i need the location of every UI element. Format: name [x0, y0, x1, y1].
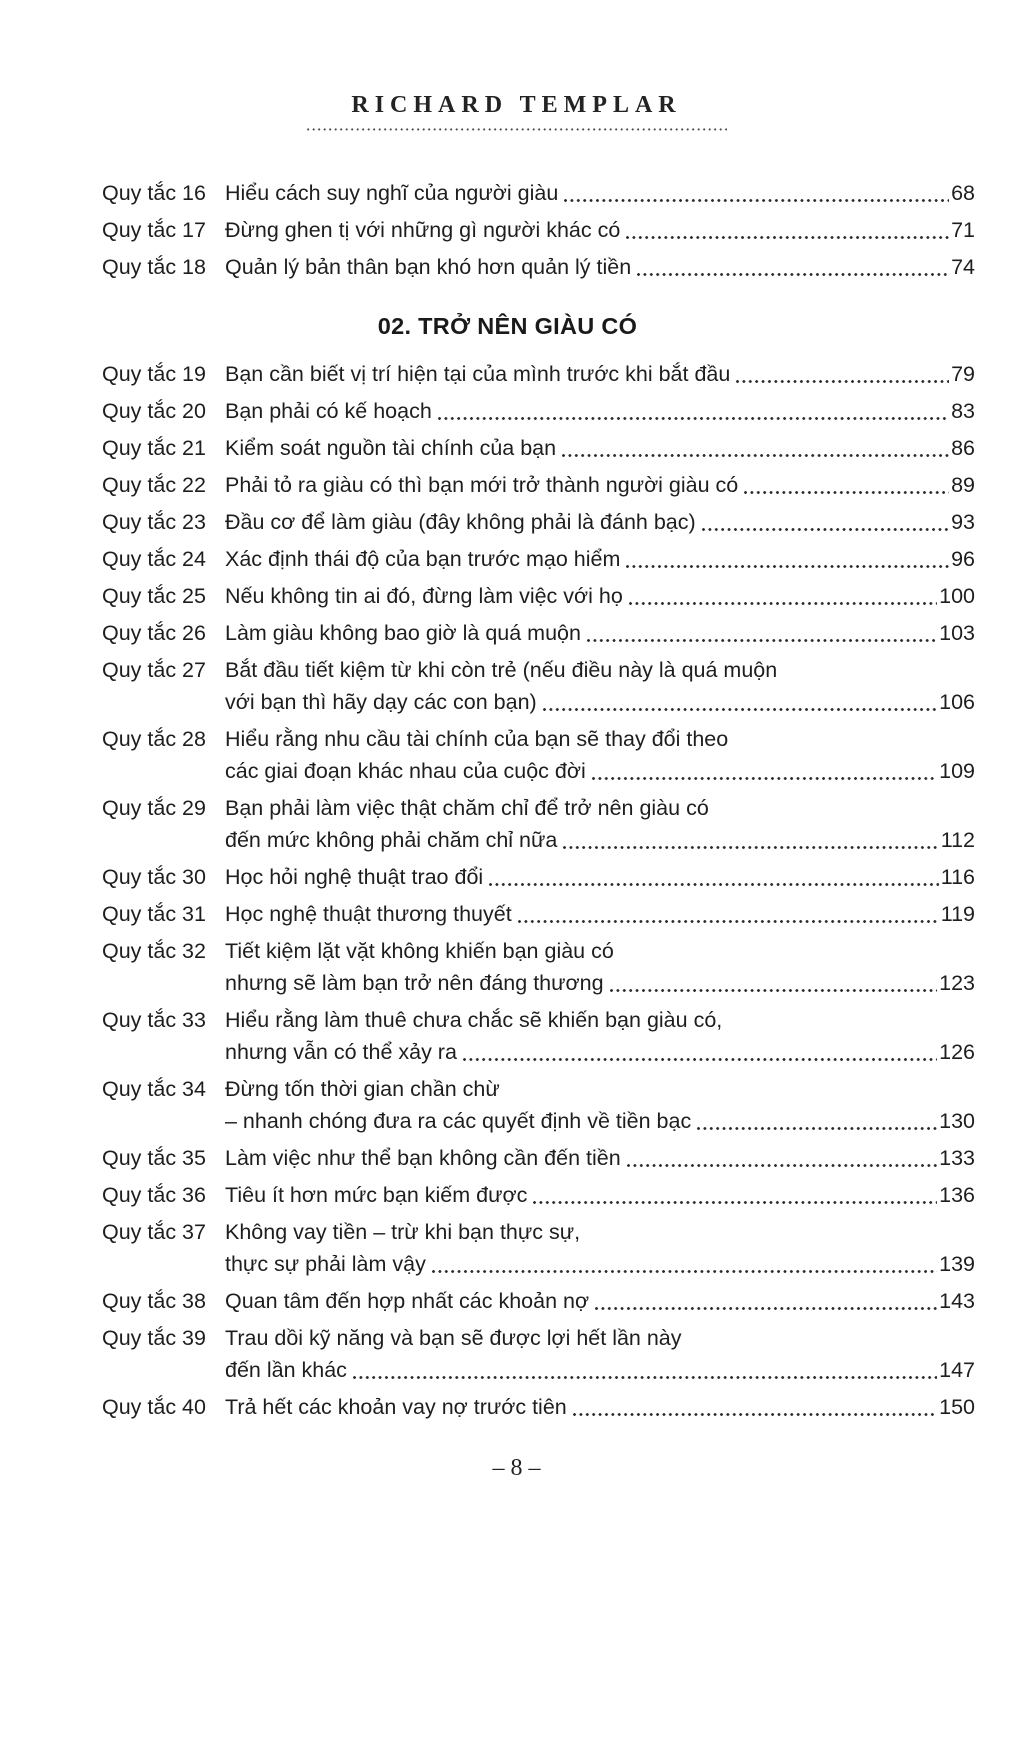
toc-entry-title-text: Phải tỏ ra giàu có thì bạn mới trở thành người giàu có	[225, 473, 739, 497]
toc-entry-body	[225, 935, 975, 999]
toc-entry-title-text: Xác định thái độ của bạn trước mạo hiểm	[225, 547, 621, 571]
toc-entry-title-text: Nếu không tin ai đó, đừng làm việc với họ	[225, 584, 623, 608]
toc-entry-title-lastline	[225, 617, 975, 649]
toc-entry	[102, 214, 975, 246]
dot-leader	[533, 1201, 937, 1204]
dot-leader	[592, 777, 937, 780]
toc-entry-rule-label: Quy tắc 33	[102, 1008, 206, 1032]
toc-entry	[102, 395, 975, 427]
toc-entry-page-number: 130	[939, 1109, 975, 1133]
dot-leader	[610, 989, 938, 992]
toc-entry-title-lastline	[225, 1179, 975, 1211]
dot-leader	[432, 1270, 937, 1273]
dot-leader	[573, 1413, 937, 1416]
toc-entry	[102, 1216, 975, 1280]
toc-entry-body	[225, 617, 975, 649]
toc-entry-rule-label: Quy tắc 27	[102, 658, 206, 682]
toc-entry-title-lastline	[225, 1248, 975, 1280]
toc-entry-body	[225, 1322, 975, 1386]
toc-entry-page-number: 86	[951, 436, 975, 460]
toc-entry-page-number: 143	[939, 1289, 975, 1313]
toc-entry-title-text: Làm việc như thể bạn không cần đến tiền	[225, 1146, 621, 1170]
toc-entry-rule-label: Quy tắc 23	[102, 510, 206, 534]
toc-entry-page-number: 139	[939, 1252, 975, 1276]
toc-entry-rule-label: Quy tắc 28	[102, 727, 206, 751]
toc-entry-title-text: Trả hết các khoản vay nợ trước tiên	[225, 1395, 567, 1419]
toc-entry-body	[225, 580, 975, 612]
toc-entry-title-lastline	[225, 358, 975, 390]
toc-entry-title-lastline	[225, 898, 975, 930]
toc-entry	[102, 1391, 975, 1423]
dot-leader	[353, 1376, 937, 1379]
toc-entry-title-text: với bạn thì hãy dạy các con bạn)	[225, 690, 537, 714]
toc-entry-body	[225, 654, 975, 718]
toc-entry-rule-label: Quy tắc 18	[102, 255, 206, 279]
toc-entry-body	[225, 1142, 975, 1174]
toc-entry-page-number: 74	[951, 255, 975, 279]
toc-entry-rule-label: Quy tắc 17	[102, 218, 206, 242]
toc-entry-title-lastline	[225, 1105, 975, 1137]
toc-entry-title-lastline	[225, 824, 975, 856]
dot-leader	[518, 920, 939, 923]
dot-leader	[627, 1164, 937, 1167]
toc-entry-title-lastline	[225, 214, 975, 246]
dot-leader	[438, 417, 949, 420]
toc-entry-rule-label: Quy tắc 32	[102, 939, 206, 963]
toc-entry-page-number: 93	[951, 510, 975, 534]
dot-leader	[564, 199, 949, 202]
toc-entry-rule-label: Quy tắc 19	[102, 362, 206, 386]
toc-entry-page-number: 136	[939, 1183, 975, 1207]
toc-entry-title-line: Hiểu rằng làm thuê chưa chắc sẽ khiến bạn giàu có,	[225, 1008, 723, 1032]
toc-entry-title-text: Tiêu ít hơn mức bạn kiếm được	[225, 1183, 528, 1207]
toc-entry-page-number: 119	[940, 902, 975, 926]
toc-entry-body	[225, 251, 975, 283]
toc-entry-title-text: Đầu cơ để làm giàu (đây không phải là đánh bạc)	[225, 510, 696, 534]
dot-leader	[595, 1307, 937, 1310]
toc-entry-rule-label: Quy tắc 35	[102, 1146, 206, 1170]
toc-entry-page-number: 133	[939, 1146, 975, 1170]
dot-leader	[562, 454, 949, 457]
toc-entry-page-number: 116	[940, 865, 975, 889]
toc-entry	[102, 617, 975, 649]
dot-leader	[563, 846, 938, 849]
toc-entry-body	[225, 1073, 975, 1137]
page-number: – 8 –	[492, 1455, 541, 1481]
toc-entry	[102, 935, 975, 999]
toc-entry-title-text: Học nghệ thuật thương thuyết	[225, 902, 512, 926]
toc-entry-title-lastline	[225, 506, 975, 538]
toc-entry	[102, 1285, 975, 1317]
toc-entry-page-number: 150	[939, 1395, 975, 1419]
toc-entry-page-number: 123	[939, 971, 975, 995]
toc-entry-title-lastline	[225, 1142, 975, 1174]
toc-entry-title-text: Quản lý bản thân bạn khó hơn quản lý tiền	[225, 255, 632, 279]
toc-entry-title-text: đến lần khác	[225, 1358, 347, 1382]
toc-entry-page-number: 106	[939, 690, 975, 714]
dot-leader	[697, 1127, 937, 1130]
toc-entry-title-lastline	[225, 580, 975, 612]
toc-entry-page-number: 96	[951, 547, 975, 571]
toc-entry-rule-label: Quy tắc 29	[102, 796, 206, 820]
toc-entry-title-line: Bạn phải làm việc thật chăm chỉ để trở nên giàu có	[225, 796, 709, 820]
toc-entry-body	[225, 792, 975, 856]
toc-entry-title-lastline	[225, 1285, 975, 1317]
toc-entry	[102, 1142, 975, 1174]
toc-entry	[102, 358, 975, 390]
toc-entry-title-text: các giai đoạn khác nhau của cuộc đời	[225, 759, 586, 783]
toc-entry-title-lastline	[225, 432, 975, 464]
toc-entry	[102, 177, 975, 209]
toc-entry-title-line: Hiểu rằng nhu cầu tài chính của bạn sẽ thay đổi theo	[225, 727, 729, 751]
toc-entry	[102, 792, 975, 856]
toc-entry-rule-label: Quy tắc 36	[102, 1183, 206, 1207]
toc-entry-body	[225, 1285, 975, 1317]
toc-entry-rule-label: Quy tắc 37	[102, 1220, 206, 1244]
toc-entry-title-text: Hiểu cách suy nghĩ của người giàu	[225, 181, 559, 205]
toc-entry	[102, 1322, 975, 1386]
toc-entry-title-line: Bắt đầu tiết kiệm từ khi còn trẻ (nếu điều này là quá muộn	[225, 658, 778, 682]
toc-entry-title-text: Đừng ghen tị với những gì người khác có	[225, 218, 621, 242]
table-of-contents	[0, 131, 1033, 1423]
toc-entry-body	[225, 214, 975, 246]
toc-entry-page-number: 103	[939, 621, 975, 645]
toc-entry-title-text: Học hỏi nghệ thuật trao đổi	[225, 865, 484, 889]
toc-entry-rule-label: Quy tắc 16	[102, 181, 206, 205]
toc-entry-title-lastline	[225, 967, 975, 999]
toc-entry-title-lastline	[225, 543, 975, 575]
toc-entry-page-number: 147	[939, 1358, 975, 1382]
toc-entry-body	[225, 723, 975, 787]
toc-entry-rule-label: Quy tắc 22	[102, 473, 206, 497]
dot-leader	[637, 273, 949, 276]
toc-entry-title-lastline	[225, 251, 975, 283]
toc-entry-body	[225, 177, 975, 209]
dot-leader	[744, 491, 949, 494]
toc-entry-title-line: Tiết kiệm lặt vặt không khiến bạn giàu có	[225, 939, 614, 963]
toc-entry	[102, 654, 975, 718]
toc-entry-body	[225, 1179, 975, 1211]
toc-entry	[102, 580, 975, 612]
toc-entry-page-number: 68	[951, 181, 975, 205]
dot-leader	[626, 565, 949, 568]
toc-entry-body	[225, 1216, 975, 1280]
toc-entry-rule-label: Quy tắc 31	[102, 902, 206, 926]
toc-entry-title-lastline	[225, 469, 975, 501]
toc-entry-rule-label: Quy tắc 25	[102, 584, 206, 608]
toc-entry-body	[225, 861, 975, 893]
toc-entry-title-text: – nhanh chóng đưa ra các quyết định về tiền bạc	[225, 1109, 692, 1133]
toc-entry-title-lastline	[225, 861, 975, 893]
toc-entry-body	[225, 1004, 975, 1068]
page-header	[0, 0, 1033, 131]
toc-entry-title-lastline	[225, 686, 975, 718]
toc-entry-rule-label: Quy tắc 20	[102, 399, 206, 423]
toc-entry-title-line: Trau dồi kỹ năng và bạn sẽ được lợi hết lần này	[225, 1326, 682, 1350]
dot-leader	[587, 639, 937, 642]
toc-entry	[102, 1004, 975, 1068]
toc-entry-title-text: Kiểm soát nguồn tài chính của bạn	[225, 436, 557, 460]
dot-leader	[736, 380, 949, 383]
dot-leader	[543, 708, 937, 711]
toc-entry-title-lastline	[225, 395, 975, 427]
dot-leader	[626, 236, 949, 239]
toc-entry-title-lastline	[225, 1354, 975, 1386]
page-footer	[0, 1455, 1033, 1482]
toc-entry	[102, 251, 975, 283]
toc-entry	[102, 1073, 975, 1137]
toc-entry-body	[225, 506, 975, 538]
toc-entry-title-lastline	[225, 1391, 975, 1423]
toc-entry-page-number: 112	[940, 828, 975, 852]
toc-entry	[102, 1179, 975, 1211]
toc-entry-rule-label: Quy tắc 30	[102, 865, 206, 889]
toc-entry	[102, 723, 975, 787]
toc-entry-title-text: Bạn phải có kế hoạch	[225, 399, 432, 423]
toc-entry	[102, 898, 975, 930]
toc-entry-page-number: 126	[939, 1040, 975, 1064]
dot-leader	[489, 883, 939, 886]
toc-entry	[102, 543, 975, 575]
toc-entry-rule-label: Quy tắc 21	[102, 436, 206, 460]
toc-entry	[102, 506, 975, 538]
toc-entry-page-number: 79	[951, 362, 975, 386]
toc-entry-rule-label: Quy tắc 40	[102, 1395, 206, 1419]
toc-entry-page-number: 89	[951, 473, 975, 497]
toc-entry-title-lastline	[225, 1036, 975, 1068]
toc-entry-title-text: Quan tâm đến hợp nhất các khoản nợ	[225, 1289, 590, 1313]
section-heading: 02. TRỞ NÊN GIÀU CÓ	[377, 313, 638, 339]
toc-entry	[102, 469, 975, 501]
toc-entry-rule-label: Quy tắc 34	[102, 1077, 206, 1101]
toc-entry-body	[225, 358, 975, 390]
dot-leader	[463, 1058, 937, 1061]
toc-entry-page-number: 83	[951, 399, 975, 423]
toc-entry-body	[225, 395, 975, 427]
toc-entry-body	[225, 469, 975, 501]
toc-entry	[102, 432, 975, 464]
toc-entry-page-number: 100	[939, 584, 975, 608]
toc-entry	[102, 861, 975, 893]
toc-entry-title-text: Làm giàu không bao giờ là quá muộn	[225, 621, 581, 645]
toc-entry-title-text: đến mức không phải chăm chỉ nữa	[225, 828, 558, 852]
toc-entry-rule-label: Quy tắc 38	[102, 1289, 206, 1313]
toc-entry-rule-label: Quy tắc 26	[102, 621, 206, 645]
toc-entry-title-lastline	[225, 755, 975, 787]
toc-entry-page-number: 109	[939, 759, 975, 783]
toc-entry-body	[225, 432, 975, 464]
toc-entry-title-lastline	[225, 177, 975, 209]
toc-entry-title-line: Không vay tiền – trừ khi bạn thực sự,	[225, 1220, 581, 1244]
toc-entry-title-text: nhưng vẫn có thể xảy ra	[225, 1040, 457, 1064]
book-author-title: RICHARD TEMPLAR	[351, 92, 682, 118]
toc-entry-body	[225, 543, 975, 575]
toc-entry-body	[225, 898, 975, 930]
toc-entry-title-line: Đừng tốn thời gian chần chừ	[225, 1077, 500, 1101]
toc-entry-page-number: 71	[951, 218, 975, 242]
dot-leader	[702, 528, 949, 531]
dot-leader	[629, 602, 937, 605]
toc-entry-rule-label: Quy tắc 24	[102, 547, 206, 571]
toc-entry-title-text: Bạn cần biết vị trí hiện tại của mình trước khi bắt đầu	[225, 362, 731, 386]
toc-entry-rule-label: Quy tắc 39	[102, 1326, 206, 1350]
toc-entry-title-text: nhưng sẽ làm bạn trở nên đáng thương	[225, 971, 604, 995]
toc-entry-body	[225, 1391, 975, 1423]
toc-entry-title-text: thực sự phải làm vậy	[225, 1252, 426, 1276]
